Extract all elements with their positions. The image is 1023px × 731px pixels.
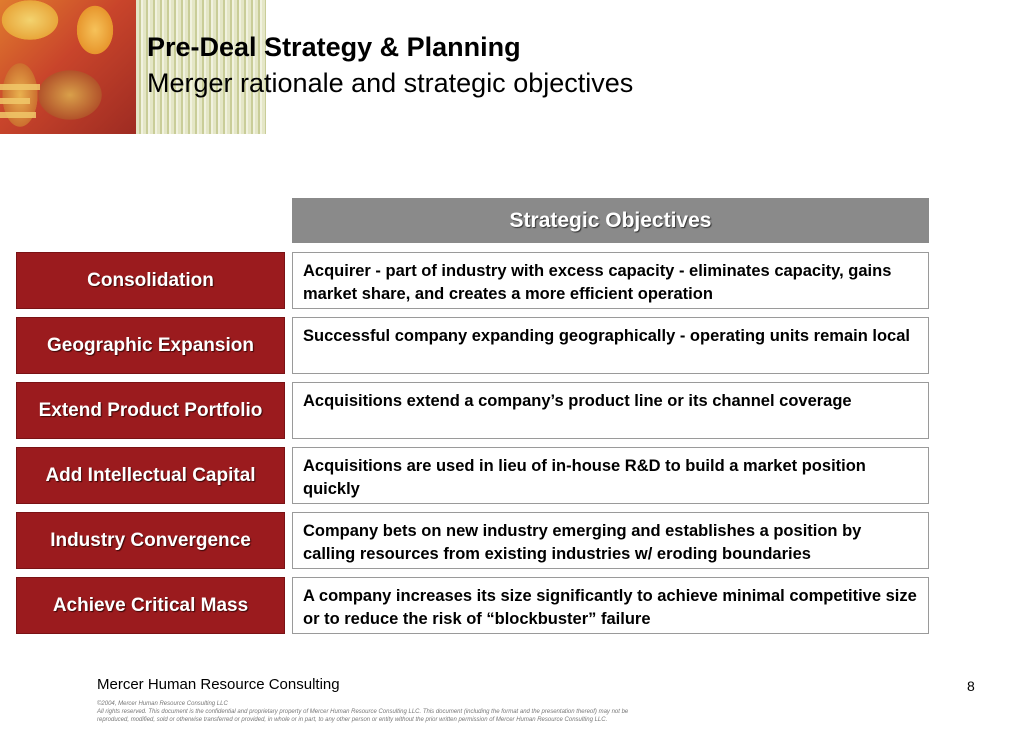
objective-description: A company increases its size significantly to achieve minimal competitive size or to reduce the risk of “blockbuster” failure bbox=[292, 577, 929, 634]
objective-label: Achieve Critical Mass bbox=[16, 577, 285, 634]
legal-line: reproduced, modified, sold or otherwise transferred or provided, in whole or in part, to any other person or entity without the prior written permission of Mercer Human Resource Consulting LLC. bbox=[97, 717, 608, 723]
objective-label: Extend Product Portfolio bbox=[16, 382, 285, 439]
footer-company-name: Mercer Human Resource Consulting bbox=[97, 676, 340, 693]
page-number: 8 bbox=[967, 678, 975, 694]
objective-description: Acquisitions are used in lieu of in-house R&D to build a market position quickly bbox=[292, 447, 929, 504]
objective-label: Geographic Expansion bbox=[16, 317, 285, 374]
legal-line: All rights reserved. This document is the confidential and proprietary property of Mercer Human Resource Consulting LLC. This document (including the format and the presentation thereof) may not be bbox=[97, 709, 629, 715]
table-row bbox=[0, 382, 1023, 440]
objective-description: Acquisitions extend a company’s product line or its channel coverage bbox=[292, 382, 929, 439]
table-row bbox=[0, 252, 1023, 310]
table-row bbox=[0, 317, 1023, 375]
objective-label: Add Intellectual Capital bbox=[16, 447, 285, 504]
table-row bbox=[0, 577, 1023, 635]
strategic-objectives-header: Strategic Objectives bbox=[292, 198, 929, 243]
table-row bbox=[0, 447, 1023, 505]
page-subtitle: Merger rationale and strategic objectives bbox=[147, 68, 634, 98]
objective-label: Industry Convergence bbox=[16, 512, 285, 569]
legal-notice bbox=[97, 700, 737, 724]
legal-line: ©2004, Mercer Human Resource Consulting LLC bbox=[97, 701, 228, 707]
objective-description: Company bets on new industry emerging and establishes a position by calling resources from existing industries w/ eroding boundaries bbox=[292, 512, 929, 569]
page-title: Pre-Deal Strategy & Planning bbox=[147, 32, 521, 62]
decorative-painting-icon bbox=[0, 0, 136, 134]
objective-description: Acquirer - part of industry with excess capacity - eliminates capacity, gains market share, and creates a more efficient operation bbox=[292, 252, 929, 309]
objective-label: Consolidation bbox=[16, 252, 285, 309]
table-row bbox=[0, 512, 1023, 570]
objective-description: Successful company expanding geographically - operating units remain local bbox=[292, 317, 929, 374]
